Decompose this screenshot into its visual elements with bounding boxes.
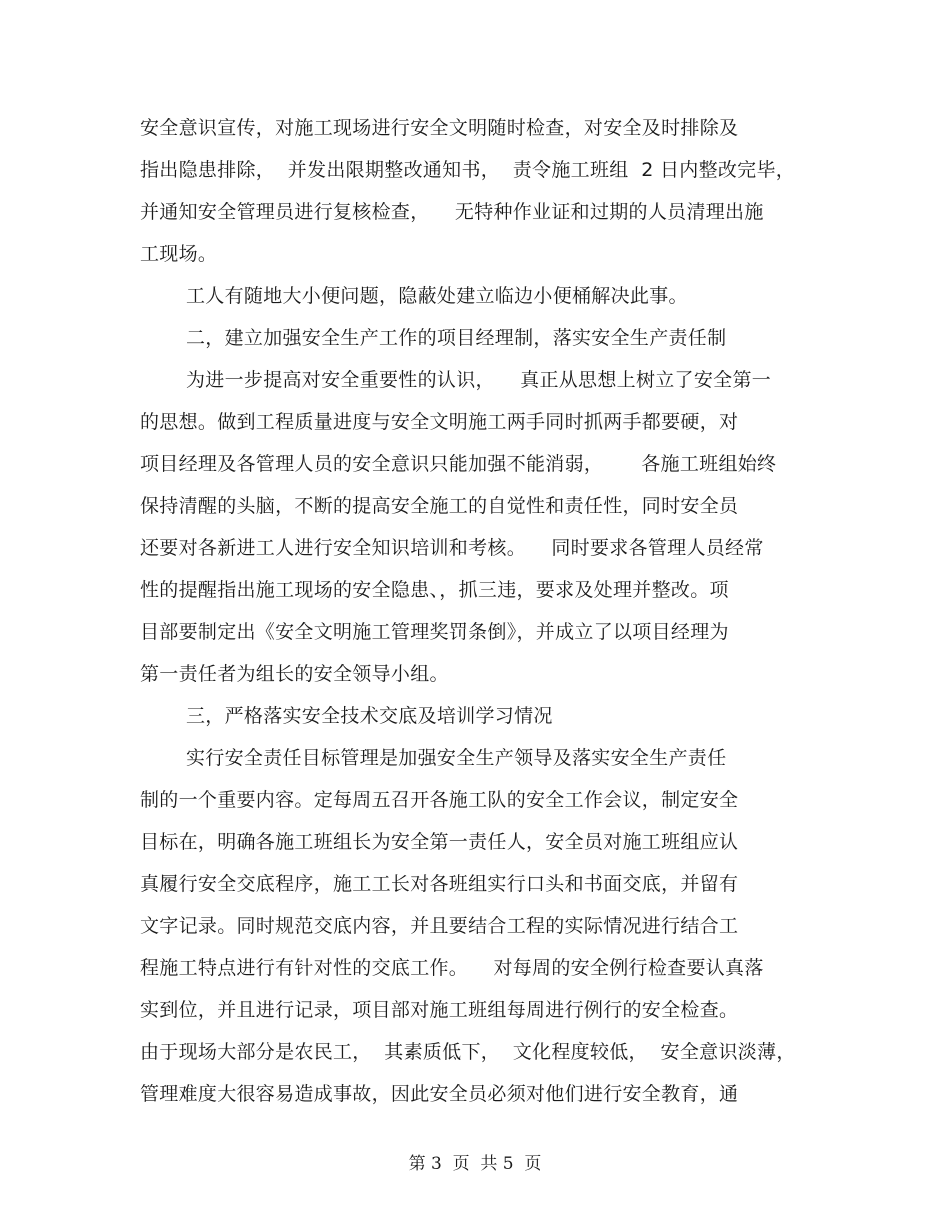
- paragraph-line: 目部要制定出《安全文明施工管理奖罚条倒》，并成立了以项目经理为: [140, 621, 729, 643]
- paragraph-line: 工现场。: [140, 243, 218, 265]
- paragraph-line: 目标在，明确各施工班组长为安全第一责任人，安全员对施工班组应认: [140, 831, 739, 853]
- paragraph-line: 项目经理及各管理人员的安全意识只能加强不能消弱， 各施工班组始终: [140, 453, 777, 475]
- paragraph-line: 实行安全责任目标管理是加强安全生产领导及落实安全生产责任: [186, 747, 727, 769]
- paragraph-line: 制的一个重要内容。定每周五召开各施工队的安全工作会议，制定安全: [140, 789, 739, 811]
- paragraph-line: 保持清醒的头脑，不断的提高安全施工的自觉性和责任性，同时安全员: [140, 495, 739, 517]
- paragraph-line: 工人有随地大小便问题，隐蔽处建立临边小便桶解决此事。: [186, 285, 688, 307]
- paragraph-line: 实到位，并且进行记录，项目部对施工班组每周进行例行的安全检查。: [140, 999, 739, 1021]
- paragraph-line: 指出隐患排除， 并发出限期整改通知书， 责令施工班组 2 日内整改完毕，: [140, 159, 796, 181]
- paragraph-line: 管理难度大很容易造成事故，因此安全员必须对他们进行安全教育，通: [140, 1083, 739, 1105]
- paragraph-line: 由于现场大部分是农民工， 其素质低下， 文化程度较低， 安全意识淡薄，: [140, 1041, 796, 1063]
- paragraph-line: 安全意识宣传，对施工现场进行安全文明随时检查，对安全及时排除及: [140, 117, 739, 139]
- paragraph-line: 的思想。做到工程质量进度与安全文明施工两手同时抓两手都要硬，对: [140, 411, 739, 433]
- paragraph-line: 性的提醒指出施工现场的安全隐患、，抓三违，要求及处理并整改。项: [140, 579, 729, 601]
- paragraph-line: 第一责任者为组长的安全领导小组。: [140, 663, 449, 685]
- section-heading: 三，严格落实安全技术交底及培训学习情况: [186, 705, 553, 727]
- paragraph-line: 为进一步提高对安全重要性的认识， 真正从思想上树立了安全第一: [186, 369, 772, 391]
- paragraph-line: 还要对各新进工人进行安全知识培训和考核。 同时要求各管理人员经常: [140, 537, 764, 559]
- paragraph-line: 真履行安全交底程序，施工工长对各班组实行口头和书面交底，并留有: [140, 873, 739, 895]
- paragraph-line: 并通知安全管理员进行复核检查， 无特种作业证和过期的人员清理出施: [140, 201, 764, 223]
- page-number-footer: 第 3 页 共 5 页: [408, 1154, 542, 1174]
- paragraph-line: 文字记录。同时规范交底内容，并且要结合工程的实际情况进行结合工: [140, 915, 739, 937]
- paragraph-line: 程施工特点进行有针对性的交底工作。 对每周的安全例行检查要认真落: [140, 957, 764, 979]
- section-heading: 二，建立加强安全生产工作的项目经理制，落实安全生产责任制: [186, 327, 727, 349]
